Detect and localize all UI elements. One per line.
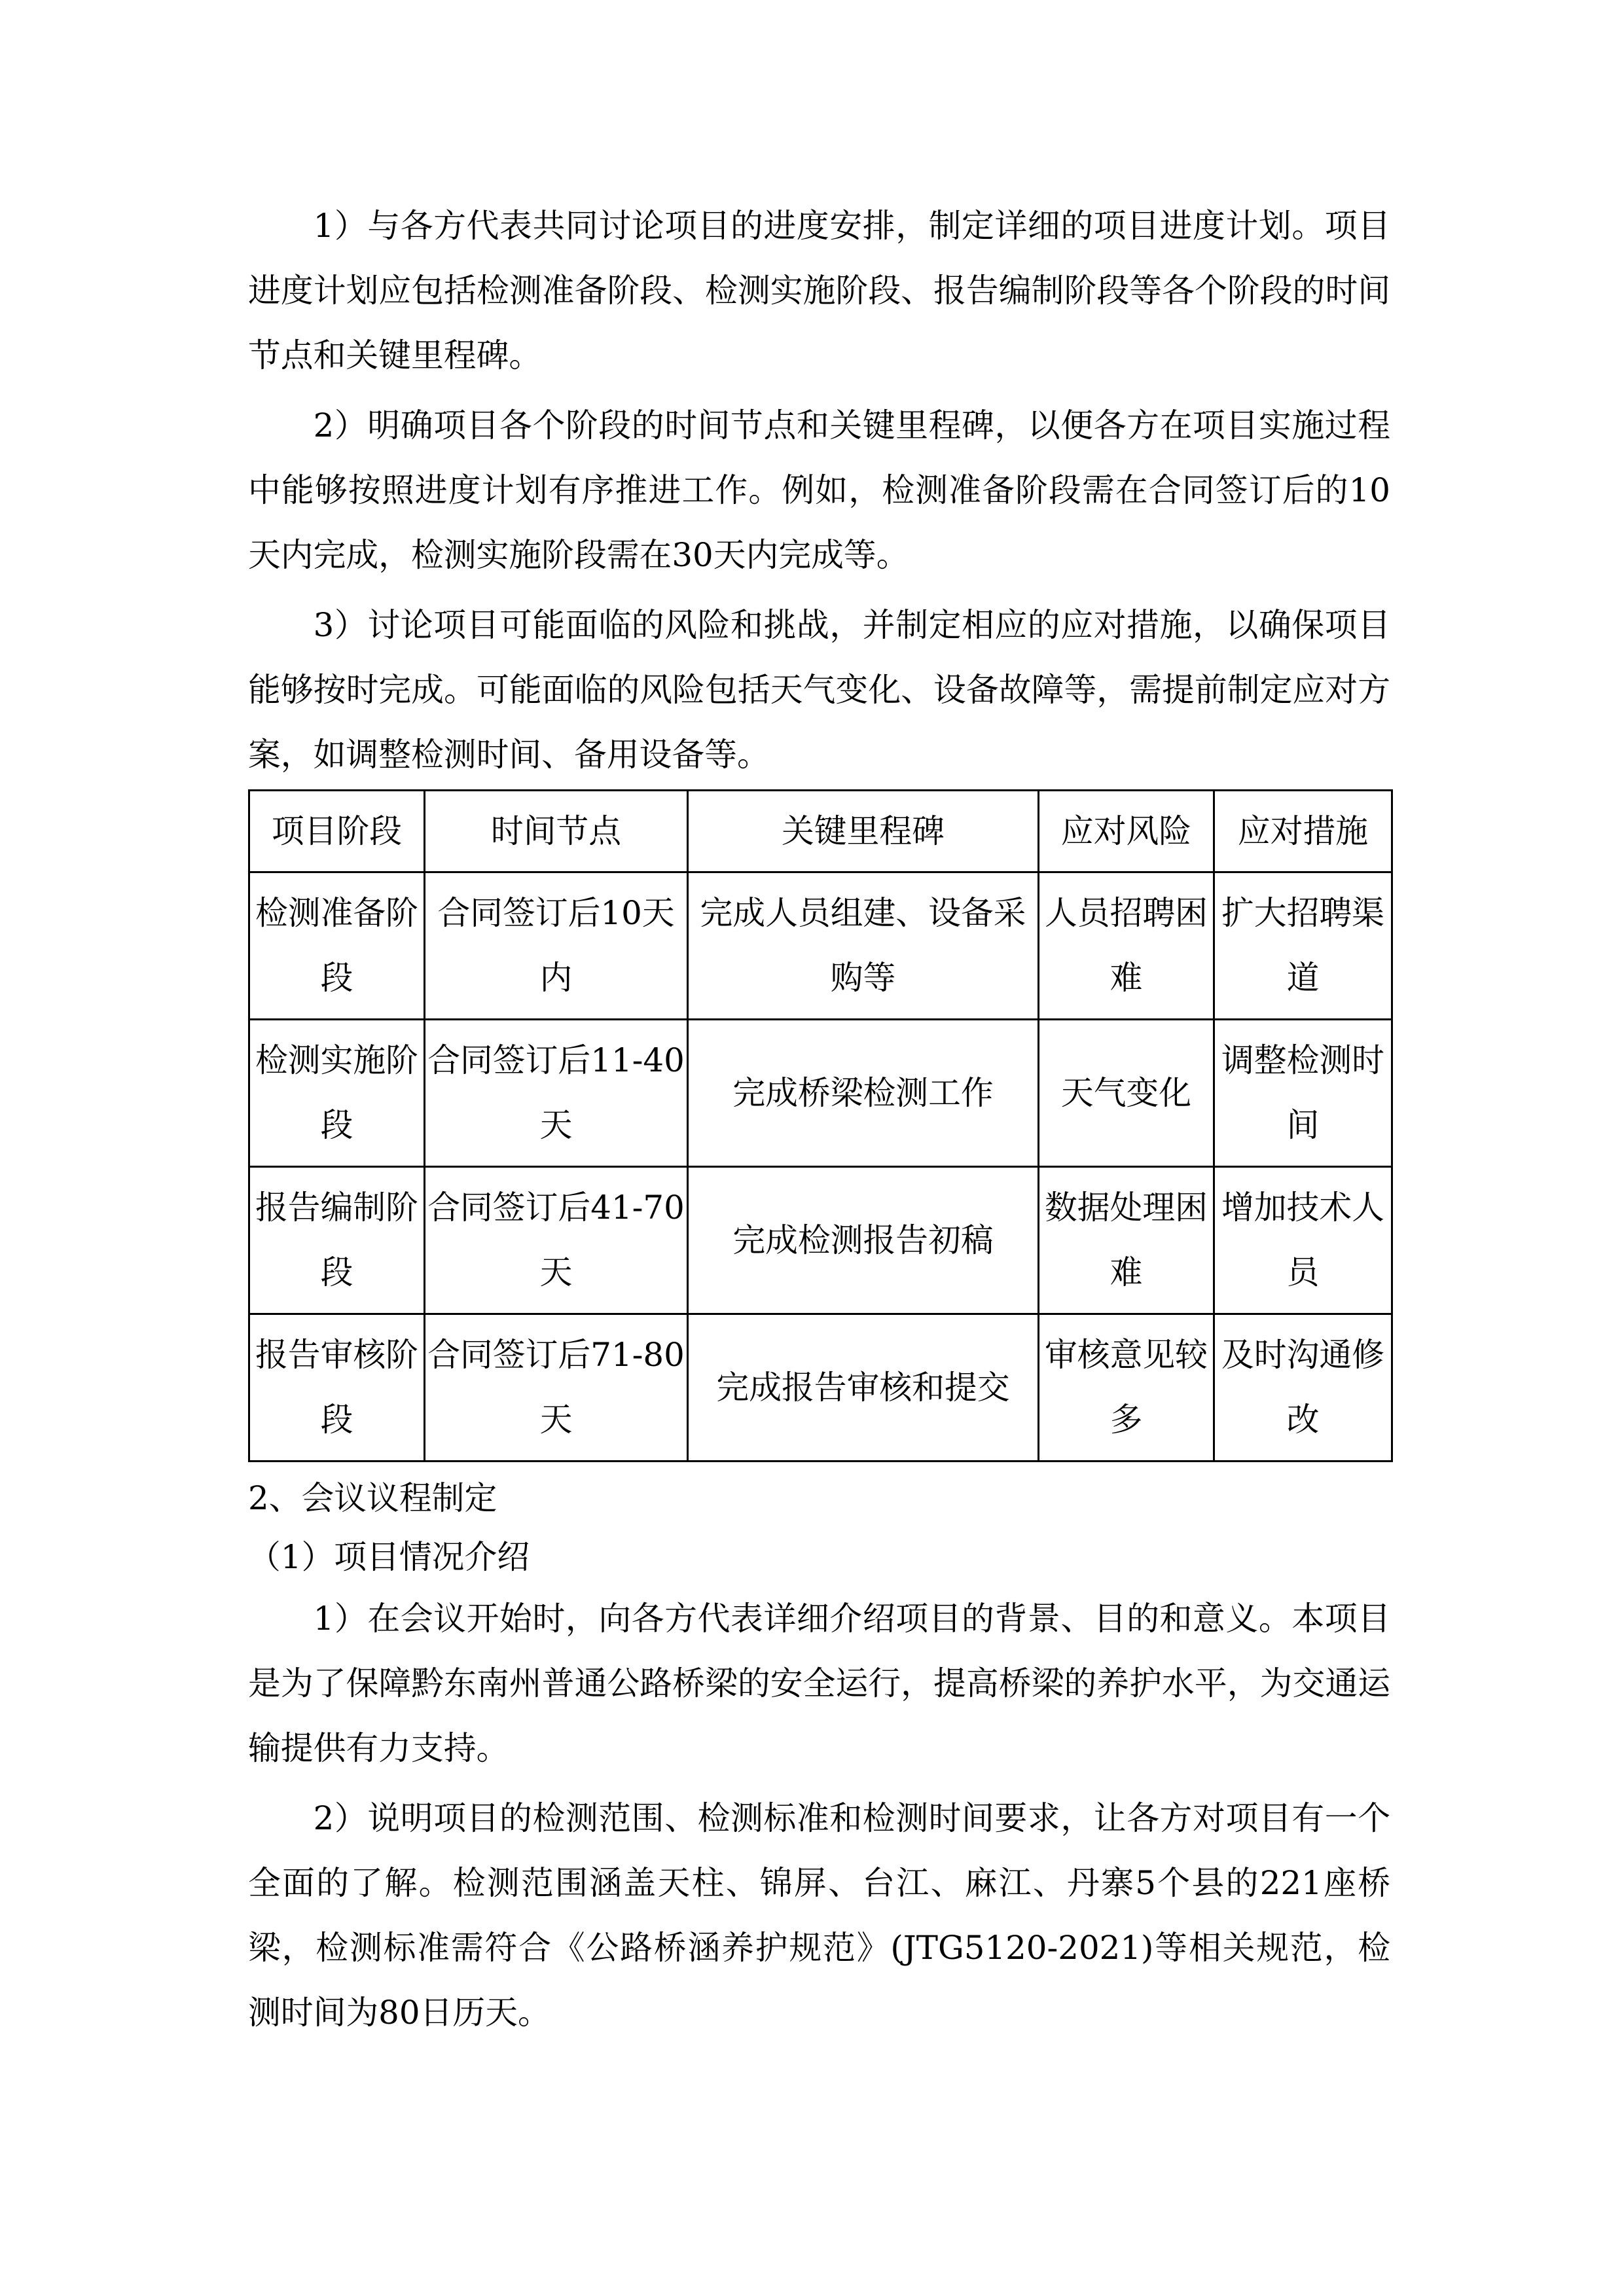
table-cell: 检测实施阶段 (249, 1020, 425, 1167)
schedule-table (248, 789, 1393, 1462)
paragraph: 2）说明项目的检测范围、检测标准和检测时间要求，让各方对项目有一个全面的了解。检测范围涵盖天柱、锦屏、台江、麻江、丹寨5个县的221座桥梁，检测标准需符合《公路桥涵养护规范》(JTG5120-2021)等相关规范，检测时间为80日历天。 (248, 1799, 1390, 2032)
table-cell: 完成报告审核和提交 (688, 1314, 1039, 1462)
header-cell: 应对风险 (1039, 791, 1214, 872)
schedule-discussion-section (248, 194, 1390, 787)
subsection-heading: （1）项目情况介绍 (248, 1538, 530, 1576)
header-cell: 项目阶段 (249, 791, 425, 872)
table-cell: 调整检测时间 (1214, 1020, 1392, 1167)
table-cell: 合同签订后41-70天 (425, 1167, 688, 1314)
table-cell: 完成人员组建、设备采购等 (688, 872, 1039, 1020)
table-cell: 数据处理困难 (1039, 1167, 1214, 1314)
table-cell: 合同签订后10天内 (425, 872, 688, 1020)
table-row (249, 1314, 1392, 1462)
table-cell: 天气变化 (1039, 1020, 1214, 1167)
paragraph: 2）明确项目各个阶段的时间节点和关键里程碑，以便各方在项目实施过程中能够按照进度计划有序推进工作。例如，检测准备阶段需在合同签订后的10天内完成，检测实施阶段需在30天内完成等。 (248, 406, 1390, 574)
paragraph: 1）在会议开始时，向各方代表详细介绍项目的背景、目的和意义。本项目是为了保障黔东南州普通公路桥梁的安全运行，提高桥梁的养护水平，为交通运输提供有力支持。 (248, 1600, 1390, 1767)
table-cell: 及时沟通修改 (1214, 1314, 1392, 1462)
table-cell: 报告编制阶段 (249, 1167, 425, 1314)
header-cell: 关键里程碑 (688, 791, 1039, 872)
table-cell: 完成桥梁检测工作 (688, 1020, 1039, 1167)
table-cell: 人员招聘困难 (1039, 872, 1214, 1020)
table-cell: 报告审核阶段 (249, 1314, 425, 1462)
table-header-row (249, 791, 1392, 872)
table-row (249, 1167, 1392, 1314)
table-cell: 增加技术人员 (1214, 1167, 1392, 1314)
table-cell: 合同签订后11-40天 (425, 1020, 688, 1167)
header-cell: 应对措施 (1214, 791, 1392, 872)
paragraph: 1）与各方代表共同讨论项目的进度安排，制定详细的项目进度计划。项目进度计划应包括检测准备阶段、检测实施阶段、报告编制阶段等各个阶段的时间节点和关键里程碑。 (248, 207, 1390, 374)
table-cell: 审核意见较多 (1039, 1314, 1214, 1462)
table-cell: 合同签订后71-80天 (425, 1314, 688, 1462)
table-cell: 扩大招聘渠道 (1214, 872, 1392, 1020)
table-cell: 检测准备阶段 (249, 872, 425, 1020)
table-cell: 完成检测报告初稿 (688, 1167, 1039, 1314)
section-heading: 2、会议议程制定 (248, 1479, 497, 1517)
agenda-section (248, 1469, 1390, 2045)
table-row (249, 1020, 1392, 1167)
paragraph: 3）讨论项目可能面临的风险和挑战，并制定相应的应对措施，以确保项目能够按时完成。可能面临的风险包括天气变化、设备故障等，需提前制定应对方案，如调整检测时间、备用设备等。 (248, 606, 1390, 774)
header-cell: 时间节点 (425, 791, 688, 872)
table-row (249, 872, 1392, 1020)
